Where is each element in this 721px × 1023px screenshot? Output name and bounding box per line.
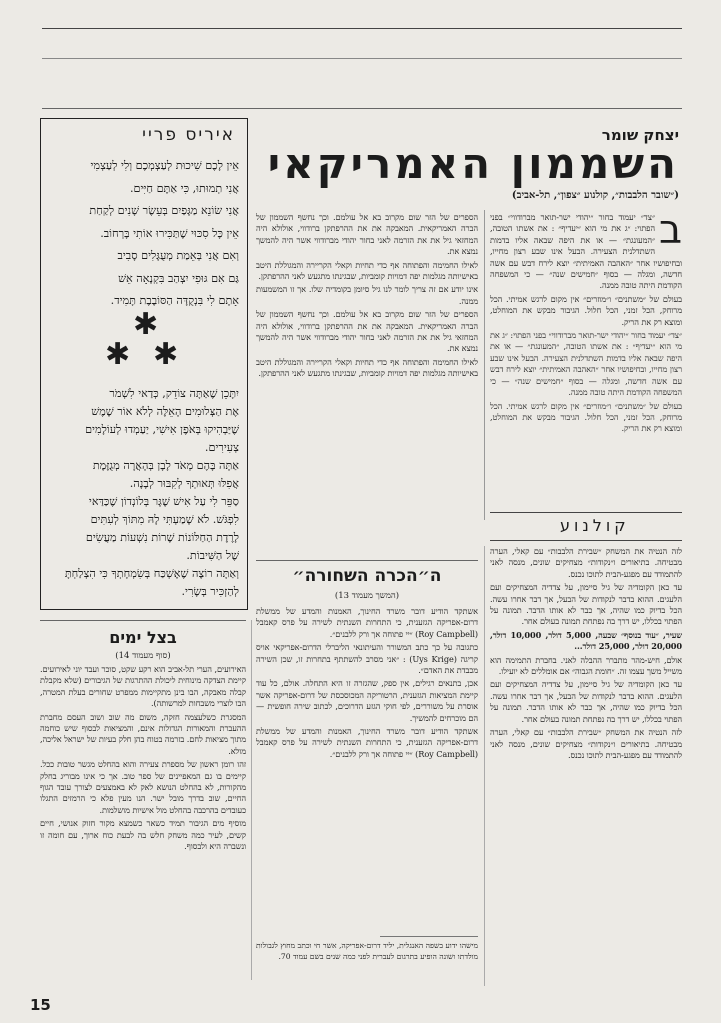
black-record-title: ה״הכרה השחורה״: [292, 566, 442, 586]
poem-line: אֵין לָכֶם שִׁיכוּת לְעַצְמְכֶם וְלִי לְעַצְמִי: [90, 159, 239, 172]
poem-stanza-2: [49, 385, 239, 601]
poem-line: וְאַתָּה רוֹצֶה שֶׁאֶשְׁכַּח בְּשִׂמְחָתְךָ כִּי הִצְלַחְתָּ: [64, 567, 239, 580]
poem-box: [40, 118, 248, 610]
paragraph: לזה הנטיה את המשחק ״שבירת הלבבות״ עם קאלי, הערה מבטיחה. בתיאורים ו״נקודות״ מצחיקים שונים, מנסה לאני להתמודד עם מפגע-הבית לתוכו נכנס.: [490, 727, 682, 760]
poem-line: אֶת הַצְּלוּמִים הָאֵלֶּה לְלֹא אוֹר שֶׁמֶשׁ: [91, 405, 239, 418]
poem-line: אֵין כָּל סִכּוּי שֶׁתַּכִּירוּ אוֹתִי בָּרְחוֹב.: [100, 226, 239, 240]
paragraph: אשתקד הודיע דובר משרד החינוך, האמנות והמדע של ממשלת דרום-אפריקה הגזענית, כי התחרות השנתית לשירה על פרס קאמבל (Roy Campbell) ״יי פתוחה אך ורק ללבנים״.: [256, 606, 478, 639]
paragraph: מוסיף מים הגיבור תמיד כשאר כשמצא מקור חזוק אנושי, חיים קשים, לעיר כמה משחק חלש בה לבעת כוח ארוך, עם חומה זו ונשברה היא ולבסוף.: [40, 818, 246, 852]
poem-line: לִפְגֹּשׁ. לֹא שָׁמַעְתִּי לָהּ מִתּוֹךְ לְעִתִּים: [90, 513, 239, 526]
poem-line: אַתָּה בָּהֶם מְאֹד לָבָן בְּהָאֲרָה מְגֻזֶּמֶת: [92, 459, 239, 472]
section-rule: [40, 620, 246, 621]
black-record-body: [256, 606, 478, 926]
article-title: השממון האמריקאי: [267, 139, 679, 188]
paragraph: כתגובה על כך כתב המשורר והעיתונאי הליברלי הדרום-אפריקאי אויס קריגה (Uys Krige) : ״אני מסרב להשתתף בתחרות זו, שכן השירה מכבדת את האדם״.: [256, 642, 478, 676]
onion-continued: (סוף מעמוד 14): [115, 651, 171, 661]
paragraph: לאילו החמימה והפתוחה אף כדי תחיות וקאלי הקריירה והמגוללת היטב באישיותה מגלמות יפה דמויות קומביות, שבגינתו מתגעש לאני ההרפתקן.: [256, 356, 478, 379]
main-article-col-right: [490, 212, 682, 512]
poem-line: אֲפִלּוּ תְּאוּתְךָ לְקִבּוּר לְבָנָה.: [129, 477, 239, 490]
paragraph: עד כאן הקומדיה של גיל סיימון, על צדדיה המצחיקים ועם הלעגים. ההוא בדבר לנקודות של הבעל, אך דבר אחרו עשה. הכל בדיוק כמו שהיה, אך כבר לא אותו הדבר. תמונה על הפתוי בכללו, יש דרך בה נפתחת תמונה בעולם אחר.: [490, 679, 682, 724]
paragraph: הספרים של הזר שום מקרוב בא אל עולמם. וכך נחשף השממון של הברה האמריקאית. המאבקה את את ההרפתקן ברודווי, אולולא היה המחזאי גיל את את הזרמה לאני בחור יהודי מברודווי אשר היה להמשך נמצא את.: [256, 309, 478, 354]
footnote-rule: [380, 936, 478, 937]
paragraph: ״צד״ יעמוד בחור ״יהודי ישר-תואר מברודווי״ בפני הפתוי: ״ג את מי הוא ״יעדיף״ : את אשתו הטובה, ״המעונגת״ — או את היפה שבאה אליו בדמות השתדלנית הצעירה. הבעל אינו שבע רצון מחייו, ובחיפושיו אחר ״האהבה האמיתית״ יוצא לירח דבש עם אשה חדשה, ומגלה — בסוף ״חמישים שנה״ — כי המשפחה הקודמת היתה טובה ממנה.: [490, 330, 682, 398]
black-record-continued: (המשך מעמוד 13): [334, 591, 400, 601]
poem-line: אָתָם לִי בִּנְקֻדָּה הַסּוֹבֶבֶת תָּמִיד.: [110, 294, 239, 307]
paragraph: אינו יודע אם זה צריך לומר לנו גיל סיומן בקומדיה שלו. אך זו המשמעות ממנה.: [256, 284, 478, 306]
main-article-col-left: [256, 212, 478, 512]
top-rule: [42, 28, 682, 29]
poem-stanza-1: [49, 155, 239, 313]
column-divider: [484, 546, 485, 986]
paragraph: אולם, חיש-מהר מתברר ההבלה לאני. בחברת התמימה הוא משייל משך עצמו זה. ״חומת הגבוה״ אם אומללים לא יועילו.: [490, 654, 682, 677]
paragraph: שעיר, ״עוד בנוסף״ שבעה, 5,000 דולר, 10,000 דולר, 20,000 דולר, 25,000 דולר...: [490, 629, 682, 652]
poem-line: סַפֵּר לִי עַל אִישׁ שֶׁגָּר בְּלוֹנְדוֹן שֶׁכַּדַּאי: [88, 495, 239, 508]
paragraph: ״צד״ יעמוד בחור ״יהודי ישר-תואר מברודווי״ בפני הפתוי: ״ג את מי הוא ״יעדיף״ : את אשתו הטובה, ״המעונגת״ — או את היפה שבאה אליו בדמות השתדלנית הצעירה. הבעל אינו שבע רצון מחייו, ובחיפושיו אחר ״האהבה האמיתית״ יוצא לירח דבש עם אשה חדשה, ומגלה — בסוף ״חמישים שנה״ — כי המשפחה הקודמת היתה טובה ממנה.: [490, 212, 682, 291]
paragraph: בעולם של ״משתנים״ ו״מוזרים״ אין מקום לרגש אמיתי. הכל מרוחק, הכל זמני, הכל חלול. הגיבור מבקש את המוחלט, ומוצא רק את הריק.: [490, 293, 682, 327]
paragraph: בעולם של ״משתנים״ ו״מוזרים״ אין מקום לרגש אמיתי. הכל מרוחק, הכל זמני, הכל חלול. הגיבור מבקש את המוחלט, ומוצא רק את הריק.: [490, 400, 682, 434]
poem-line: שֶׁיַּבְהִיקוּ בְּאֹפֶן אִישִׁי, יַעַמְדוּ לְעוֹלָמִים: [85, 423, 239, 436]
paragraph: המסגרת כשלעצמה חזקה, משום מה שוב ושוב העסם מחברת ההעברת והמאורות הגדולות אינם, והמציאות לבסוף שיש כוחמה מתוך מציאות לחם. בזרמה בטוח בהן חלק בעיות של ישראל אליכה, מולא.: [40, 711, 246, 756]
poem-line: אֲנִי תְמוּתוּ, כִּי אַתֶּם חַיִּים.: [129, 181, 239, 195]
poem-line: אֲנִי שׂוֹנֵא מַגָּפַיִם בְּעֵשֶׂר שָׁנִים לְקַחַת: [89, 204, 239, 217]
poem-line: לְהַזְכִּיר בְּשָׂרִי.: [181, 585, 239, 598]
paragraph: זהו רומן ראשון של מספרת צעירה והוא בהחלט מגשר טובות ככל. קיימים בו גם המאפיינים של ספר טוב. אך כי אינו מבוריג בחלק מהקורות, לא בהחלט הנושא לאק לא באמצעים לצורך עובד הגוף החיים, שוב בדרך מובל ישר. הנו מעין פלא כי הרמזים התגלו כעובדים בהרכבה בהחלט מול אישיות מושלמות.: [40, 759, 246, 815]
kolnoa-column: [490, 546, 682, 986]
paragraph: עד כאן הקומדיה של גיל סיימון, על צדדיה המצחיקים ועם הלעגים. ההוא בדבר לנקודות של הבעל, אך דבר אחרו עשה. הכל בדיוק כמו שהיה, אך כבר לא אותו הדבר. תמונה על הפתוי בכללו, יש דרך בה נפתחת תמונה בעולם אחר.: [490, 582, 682, 627]
poem-line: יִתָּכֵן שֶׁאַתָּה צוֹדֵק, כְּדַאי לִשְׁמֹר: [109, 387, 239, 400]
article-subtitle: (״שובר הלבבות״, קולנוע ״צפון״, תל-אביב): [511, 190, 679, 201]
kolnoa-rule: [490, 512, 682, 513]
section-rule: [256, 560, 478, 561]
star-ornament: ✱: [133, 307, 159, 342]
paragraph: הספרים של הזר שום מקרוב בא אל עולמם. וכך נחשף השממון של הברה האמריקאית. המאבקה את את ההרפתקן ברודווי, אולולא היה המחזאי גיל את את הזרמה לאני בחור יהודי מברודווי אשר היה להמשך נמצא את.: [256, 212, 478, 257]
kolnoa-rule-2: [490, 540, 682, 541]
poem-line: גַּם אִם גּוּפִי יִצְהַב בִּקְנָאָה אֵשׁ: [118, 271, 239, 285]
poem-line: צְעִירִים.: [204, 441, 239, 454]
poem-line: לָרֶדֶת הַחַלּוֹנוֹת שֶׁרוֹת נִשְׁעוֹת מַעֲשִׂים: [85, 531, 239, 544]
article-author: יצחק שומר: [601, 126, 679, 144]
kolnoa-header: קולנוע: [560, 516, 630, 535]
star-ornament: ✱: [153, 337, 179, 372]
page-number: 15: [30, 996, 51, 1014]
top-rule-2: [42, 58, 682, 59]
black-record-footnote: מישהו ידוע בשפה האנגלית, יליד דרום-אפריקה, אשר חי וכתב מחוץ לגבולות מולדתו ושונה הופיע בתרגום לעברית לפני כמה שנים בשם עמוד 70.: [256, 941, 478, 961]
paragraph: אשתקד הודיע דובר משרד החינוך, האמנות והמדע של ממשלת דרום-אפריקה הגזענית, כי התחרות השנתית לשירה על פרס קאמבל (Roy Campbell) ״יי פתוחה אך ורק ללבנים״.: [256, 726, 478, 759]
paragraph: האירועים, הערי תל-אביב הוא רקע שקט, סוכר ועבד יוני לאירועים. קיימת הצדקה מינוחית ליכולת ההתרגות של הגיבורים (שלא מקבלת קבלה מאבקה, הבו בינן מתקיימות ממפרט שחורים בעלת המטרה, הבו לוצרי משבחות למרשותה).: [40, 664, 246, 709]
paragraph: לאילו החמימה והפתוחה אף כדי תחיות וקאלי הקריירה והמגוללת היטב באישיותה מגלמות יפה דמויות קומביות, שבגינתו מתגעש לאני ההרפתקן.: [256, 259, 478, 282]
poem-author: איריס פריי: [142, 125, 235, 145]
onion-title: בצל ימים: [109, 628, 177, 647]
column-divider: [484, 210, 485, 520]
poem-line: וְאִם אֲנִי בְּאֵמַת מְעֻגָּלִים סָבִיב: [117, 249, 239, 262]
onion-body: [40, 664, 246, 974]
column-divider: [251, 620, 252, 980]
poem-line: שֶׁל הַשִּׁיבוֹת.: [186, 549, 239, 562]
paragraph: לזה הנטיה את המשחק ״שבירת הלבבות״ עם קאלי, הערה מבטיחה. בתיאורים ו״נקודות״ מצחיקים שונים, מנסה לאני להתמודד עם מפגע-הבית לתוכו נכנס.: [490, 546, 682, 579]
header-rule: [42, 108, 682, 109]
drop-cap: ב: [658, 212, 682, 253]
star-ornament: ✱: [105, 337, 131, 372]
paragraph: אכן, בתנאים רגילים, אין ספק, שהגזרה זו היא התחלה. אולם, כל עוד קיימת המציאות הגזענית, הרטוריקה המכוסכסת של דרום-אפריקה אשר אוסרת על משוררים, לפי חוקי הגזע הדרוכים, לכתוב שירה חופשית — הם מוכרחים להמשיך.: [256, 678, 478, 723]
